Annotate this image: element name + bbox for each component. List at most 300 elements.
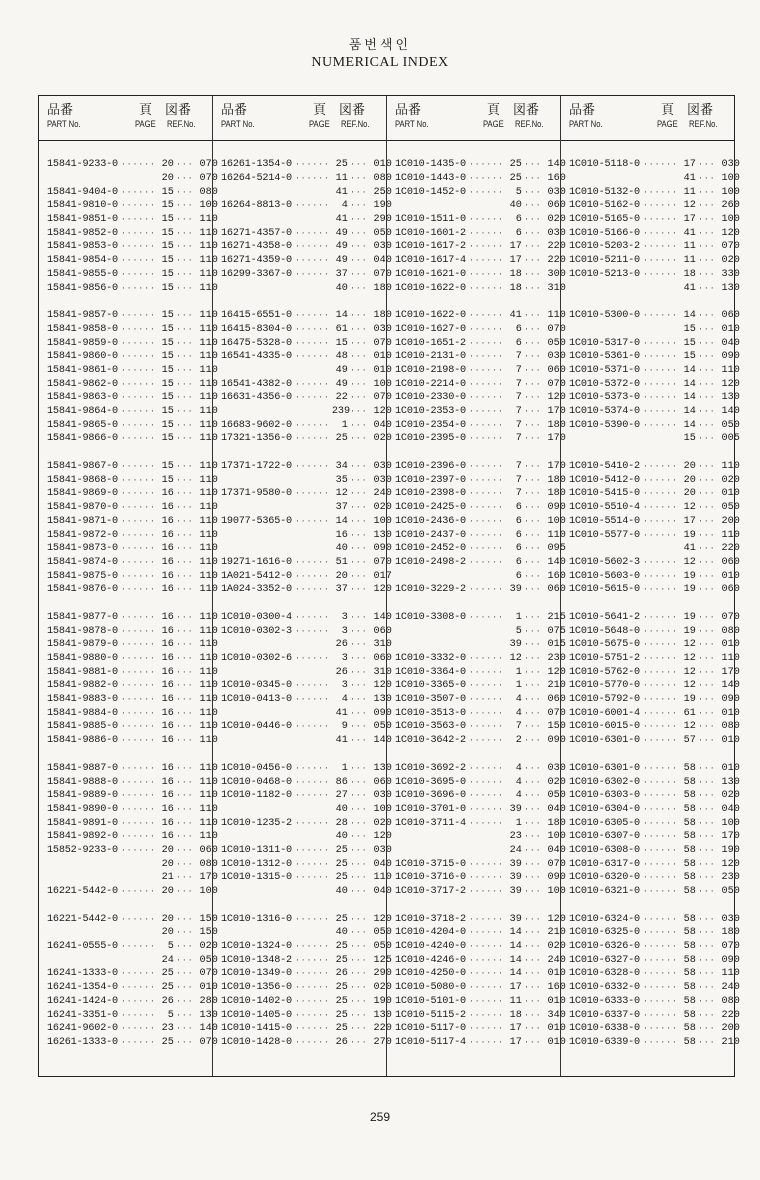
leader-dots: ······ — [469, 1024, 504, 1034]
ref-number: 215 — [547, 611, 566, 623]
ref-number: 040 — [373, 419, 392, 431]
entry-group — [561, 158, 740, 295]
leader-dots: ··· — [350, 338, 368, 348]
page-ref: 49 — [335, 255, 348, 267]
ref-number: 010 — [373, 364, 392, 376]
leader-dots: ······ — [295, 612, 330, 622]
part-number: 16241-1333-0 — [47, 968, 118, 980]
leader-dots: ······ — [469, 667, 504, 677]
index-entry — [213, 473, 392, 487]
ref-number: 060 — [373, 776, 392, 788]
part-number: 16264-8813-0 — [221, 200, 292, 212]
index-entry — [387, 336, 566, 350]
leader-dots: ······ — [121, 352, 156, 362]
page-ref: 1 — [515, 666, 522, 678]
ref-number: 110 — [721, 364, 740, 376]
page-ref: 39 — [509, 886, 522, 898]
leader-dots: ······ — [643, 311, 678, 321]
part-number: 1C010-6303-0 — [569, 790, 640, 802]
part-number: 1C010-6308-0 — [569, 844, 640, 856]
part-number: 1C010-2395-0 — [395, 433, 466, 445]
ref-number: 110 — [199, 653, 218, 665]
ref-number: 220 — [721, 1009, 740, 1021]
index-entry — [213, 487, 392, 501]
page-ref: 15 — [335, 337, 348, 349]
ref-number: 140 — [547, 159, 566, 171]
entry-group — [561, 912, 740, 1049]
part-number: 1C010-1511-0 — [395, 214, 466, 226]
leader-dots: ··· — [524, 215, 542, 225]
leader-dots: ··· — [698, 174, 716, 184]
index-entry — [213, 391, 392, 405]
entry-group — [387, 158, 566, 295]
page-ref: 11 — [683, 241, 696, 253]
page-ref: 7 — [515, 378, 522, 390]
leader-dots: ······ — [295, 818, 330, 828]
page-ref: 7 — [515, 433, 522, 445]
index-entry — [387, 953, 566, 967]
leader-dots: ······ — [643, 914, 678, 924]
leader-dots: ··· — [698, 571, 716, 581]
leader-dots: ··· — [698, 695, 716, 705]
page-ref: 40 — [335, 282, 348, 294]
page-ref: 15 — [683, 323, 696, 335]
leader-dots: ··· — [698, 1024, 716, 1034]
ref-number: 010 — [373, 159, 392, 171]
leader-dots: ······ — [643, 571, 678, 581]
part-number: 15841-9888-0 — [47, 776, 118, 788]
ref-number: 020 — [721, 790, 740, 802]
leader-dots: ······ — [643, 942, 678, 952]
leader-dots: ······ — [643, 996, 678, 1006]
part-number: 1C010-2198-0 — [395, 364, 466, 376]
entry-group — [39, 762, 218, 899]
index-entry — [387, 665, 566, 679]
index-entry — [39, 515, 218, 529]
leader-dots: ··· — [524, 311, 542, 321]
part-number: 1C010-5615-0 — [569, 584, 640, 596]
part-number: 1C010-3332-0 — [395, 653, 466, 665]
part-number: 1C010-5514-0 — [569, 515, 640, 527]
leader-dots: ······ — [643, 365, 678, 375]
index-entry — [39, 789, 218, 803]
page-ref: 6 — [515, 323, 522, 335]
page-ref: 20 — [683, 488, 696, 500]
leader-dots: ··· — [524, 804, 542, 814]
leader-dots: ··· — [524, 407, 542, 417]
ref-label-ko: 図番 — [165, 103, 192, 118]
leader-dots: ······ — [121, 516, 156, 526]
page-ref: 15 — [161, 227, 174, 239]
index-entry — [387, 254, 566, 268]
index-entry — [39, 665, 218, 679]
leader-dots: ······ — [469, 420, 504, 430]
index-entry — [39, 364, 218, 378]
leader-dots: ··· — [350, 407, 368, 417]
index-entry — [387, 542, 566, 556]
leader-dots: ······ — [295, 969, 330, 979]
part-number: 1C010-5751-2 — [569, 653, 640, 665]
page-ref: 49 — [335, 227, 348, 239]
leader-dots: ······ — [469, 763, 504, 773]
leader-dots: ··· — [350, 420, 368, 430]
part-number: 1C010-6339-0 — [569, 1036, 640, 1048]
page-ref: 16 — [161, 488, 174, 500]
leader-dots: ······ — [121, 681, 156, 691]
part-number: 1C010-1622-0 — [395, 282, 466, 294]
part-number: 1C010-0468-0 — [221, 776, 292, 788]
leader-dots: ··· — [350, 708, 368, 718]
leader-dots: ··· — [176, 654, 194, 664]
index-entry — [39, 967, 218, 981]
entry-group — [213, 309, 392, 446]
leader-dots: ··· — [176, 256, 194, 266]
ref-number: 170 — [547, 406, 566, 418]
index-entry — [387, 652, 566, 666]
index-entry — [213, 528, 392, 542]
entry-group — [39, 460, 218, 597]
page-ref: 25 — [335, 159, 348, 171]
index-entry — [213, 583, 392, 597]
part-number: 1C010-2131-0 — [395, 351, 466, 363]
index-entry — [213, 611, 392, 625]
leader-dots: ··· — [350, 818, 368, 828]
index-entry — [39, 268, 218, 282]
leader-dots: ······ — [121, 791, 156, 801]
ref-number: 120 — [547, 666, 566, 678]
ref-number: 110 — [199, 461, 218, 473]
ref-number: 040 — [373, 255, 392, 267]
index-entry — [387, 912, 566, 926]
leader-dots: ······ — [469, 365, 504, 375]
ref-number: 090 — [373, 543, 392, 555]
part-number: 1C010-6301-0 — [569, 762, 640, 774]
column-body — [387, 141, 566, 1063]
page-ref: 15 — [161, 351, 174, 363]
page-ref: 4 — [515, 694, 522, 706]
page-ref: 16 — [161, 817, 174, 829]
part-number: 1C010-4246-0 — [395, 954, 466, 966]
page-ref: 16 — [161, 776, 174, 788]
part-number: 1C010-3308-0 — [395, 611, 466, 623]
page-ref: 25 — [161, 1036, 174, 1048]
page-ref: 19 — [683, 611, 696, 623]
index-entry — [213, 995, 392, 1009]
leader-dots: ··· — [698, 708, 716, 718]
leader-dots: ··· — [524, 955, 542, 965]
index-entry — [39, 995, 218, 1009]
index-entry — [39, 172, 218, 186]
leader-dots: ······ — [295, 1024, 330, 1034]
leader-dots: ··· — [698, 530, 716, 540]
leader-dots: ··· — [524, 708, 542, 718]
leader-dots: ······ — [121, 160, 156, 170]
ref-number: 110 — [199, 241, 218, 253]
ref-number: 140 — [199, 1023, 218, 1035]
index-entry — [387, 364, 566, 378]
ref-number: 100 — [721, 186, 740, 198]
leader-dots: ··· — [176, 407, 194, 417]
index-entry — [39, 679, 218, 693]
ref-number: 160 — [547, 173, 566, 185]
index-entry — [561, 789, 740, 803]
index-entry — [387, 816, 566, 830]
leader-dots: ······ — [121, 695, 156, 705]
leader-dots: ······ — [469, 530, 504, 540]
part-number: 1C010-5510-4 — [569, 502, 640, 514]
index-entry — [561, 953, 740, 967]
leader-dots: ······ — [643, 695, 678, 705]
ref-number: 300 — [547, 268, 566, 280]
part-number: 1C010-1627-0 — [395, 323, 466, 335]
part-number: 1C010-5415-0 — [569, 488, 640, 500]
leader-dots: ··· — [524, 434, 542, 444]
part-number: 1C010-2425-0 — [395, 502, 466, 514]
entry-group — [561, 460, 740, 597]
ref-number: 060 — [547, 584, 566, 596]
leader-dots: ······ — [469, 379, 504, 389]
part-number: 1C010-3365-0 — [395, 680, 466, 692]
part-number: 15841-9856-0 — [47, 282, 118, 294]
leader-dots: ··· — [350, 887, 368, 897]
leader-dots: ··· — [524, 777, 542, 787]
leader-dots: ··· — [350, 503, 368, 513]
leader-dots: ··· — [176, 365, 194, 375]
leader-dots: ······ — [643, 804, 678, 814]
ref-number: 130 — [199, 1009, 218, 1021]
page-ref: 24 — [161, 954, 174, 966]
ref-number: 130 — [373, 762, 392, 774]
part-number: 1A024-3352-0 — [221, 584, 292, 596]
index-entry — [213, 871, 392, 885]
ref-number: 070 — [373, 392, 392, 404]
page-label-ko: 頁 — [487, 103, 501, 118]
leader-dots: ··· — [350, 695, 368, 705]
page-ref: 16 — [161, 570, 174, 582]
leader-dots: ······ — [121, 942, 156, 952]
leader-dots: ··· — [176, 996, 194, 1006]
leader-dots: ··· — [176, 489, 194, 499]
index-entry — [387, 418, 566, 432]
page-ref: 7 — [515, 406, 522, 418]
leader-dots: ······ — [121, 434, 156, 444]
leader-dots: ······ — [295, 626, 330, 636]
ref-number: 017 — [373, 570, 392, 582]
page-ref: 16 — [161, 529, 174, 541]
ref-number: 170 — [547, 433, 566, 445]
part-number: 15841-9858-0 — [47, 323, 118, 335]
leader-dots: ······ — [121, 544, 156, 554]
leader-dots: ··· — [176, 160, 194, 170]
part-number: 1C010-5132-0 — [569, 186, 640, 198]
leader-dots: ··· — [350, 311, 368, 321]
index-entry — [387, 940, 566, 954]
part-number: 1C010-2214-0 — [395, 378, 466, 390]
index-entry — [213, 665, 392, 679]
part-number: 1C010-6304-0 — [569, 803, 640, 815]
leader-dots: ··· — [698, 804, 716, 814]
leader-dots: ··· — [524, 612, 542, 622]
ref-number: 310 — [373, 666, 392, 678]
part-number: 1A021-5412-0 — [221, 570, 292, 582]
leader-dots: ······ — [469, 818, 504, 828]
leader-dots: ······ — [469, 654, 504, 664]
part-number: 1C010-5372-0 — [569, 378, 640, 390]
page-ref: 14 — [683, 310, 696, 322]
index-entry — [39, 213, 218, 227]
ref-number: 310 — [547, 282, 566, 294]
leader-dots: ······ — [469, 1010, 504, 1020]
page-ref: 25 — [335, 982, 348, 994]
index-entry — [561, 226, 740, 240]
page-ref: 27 — [335, 790, 348, 802]
page-ref: 26 — [161, 995, 174, 1007]
leader-dots: ······ — [295, 722, 330, 732]
leader-dots: ··· — [176, 845, 194, 855]
ref-number: 150 — [547, 721, 566, 733]
entry-group — [213, 611, 392, 748]
page-ref: 1 — [341, 419, 348, 431]
leader-dots: ··· — [524, 365, 542, 375]
ref-number: 070 — [721, 241, 740, 253]
part-number: 15841-9884-0 — [47, 707, 118, 719]
ref-number: 020 — [547, 776, 566, 788]
leader-dots: ······ — [643, 736, 678, 746]
index-entry — [561, 981, 740, 995]
leader-dots: ··· — [350, 215, 368, 225]
leader-dots: ··· — [350, 174, 368, 184]
ref-number: 110 — [199, 584, 218, 596]
page-ref: 6 — [515, 556, 522, 568]
part-number: 16241-1354-0 — [47, 982, 118, 994]
index-entry — [39, 1008, 218, 1022]
part-number: 15841-9866-0 — [47, 433, 118, 445]
leader-dots: ··· — [176, 393, 194, 403]
leader-dots: ··· — [698, 640, 716, 650]
ref-number: 220 — [721, 543, 740, 555]
ref-number: 110 — [199, 255, 218, 267]
ref-number: 010 — [721, 762, 740, 774]
leader-dots: ······ — [295, 160, 330, 170]
leader-dots: ··· — [698, 352, 716, 362]
leader-dots: ··· — [698, 256, 716, 266]
index-entry — [39, 432, 218, 446]
ref-number: 120 — [547, 913, 566, 925]
leader-dots: ······ — [469, 283, 504, 293]
ref-number: 210 — [721, 1036, 740, 1048]
page-ref: 5 — [167, 941, 174, 953]
part-number: 1C010-5412-0 — [569, 474, 640, 486]
page-ref: 11 — [683, 186, 696, 198]
ref-number: 230 — [547, 653, 566, 665]
leader-dots: ··· — [350, 1037, 368, 1047]
ref-label-en: REF.No. — [167, 119, 196, 129]
index-entry — [561, 762, 740, 776]
index-entry — [561, 281, 740, 295]
page-ref: 4 — [341, 694, 348, 706]
page-ref: 20 — [161, 913, 174, 925]
index-entry — [39, 473, 218, 487]
leader-dots: ··· — [524, 873, 542, 883]
entry-group — [213, 158, 392, 295]
index-entry — [387, 501, 566, 515]
index-entry — [561, 844, 740, 858]
index-entry — [561, 501, 740, 515]
page-ref: 39 — [509, 913, 522, 925]
index-entry — [39, 309, 218, 323]
page-ref: 14 — [683, 419, 696, 431]
leader-dots: ··· — [350, 791, 368, 801]
index-entry — [39, 1036, 218, 1050]
page-ref: 25 — [335, 941, 348, 953]
leader-dots: ······ — [469, 160, 504, 170]
ref-number: 100 — [547, 831, 566, 843]
leader-dots: ··· — [176, 763, 194, 773]
leader-dots: ··· — [698, 228, 716, 238]
page-ref: 6 — [515, 529, 522, 541]
entry-group — [561, 611, 740, 748]
page-ref: 19 — [683, 570, 696, 582]
ref-label-ko: 図番 — [513, 103, 540, 118]
page-ref: 26 — [335, 639, 348, 651]
leader-dots: ··· — [524, 681, 542, 691]
part-number: 1C010-2452-0 — [395, 543, 466, 555]
leader-dots: ··· — [350, 352, 368, 362]
page-ref: 17 — [683, 159, 696, 171]
part-number: 1C010-5371-0 — [569, 364, 640, 376]
page-ref: 12 — [683, 653, 696, 665]
part-number: 1C010-3364-0 — [395, 666, 466, 678]
leader-dots: ······ — [295, 845, 330, 855]
part-number: 1C010-6302-0 — [569, 776, 640, 788]
page-ref: 20 — [683, 461, 696, 473]
leader-dots: ······ — [643, 503, 678, 513]
page-ref: 17 — [683, 515, 696, 527]
leader-dots: ······ — [121, 365, 156, 375]
leader-dots: ······ — [643, 928, 678, 938]
leader-dots: ··· — [176, 462, 194, 472]
leader-dots: ··· — [350, 804, 368, 814]
ref-number: 070 — [373, 268, 392, 280]
ref-number: 180 — [373, 282, 392, 294]
page-ref: 58 — [683, 927, 696, 939]
leader-dots: ······ — [295, 379, 330, 389]
index-entry — [39, 350, 218, 364]
leader-dots: ··· — [350, 324, 368, 334]
leader-dots: ······ — [643, 201, 678, 211]
leader-dots: ··· — [698, 462, 716, 472]
index-entry — [39, 281, 218, 295]
part-number: 1C010-5770-0 — [569, 680, 640, 692]
page-ref: 16 — [161, 707, 174, 719]
ref-number: 100 — [721, 214, 740, 226]
leader-dots: ······ — [295, 1010, 330, 1020]
leader-dots: ······ — [469, 791, 504, 801]
ref-number: 110 — [199, 406, 218, 418]
ref-number: 020 — [721, 255, 740, 267]
part-number: 1C010-5361-0 — [569, 351, 640, 363]
ref-number: 090 — [547, 502, 566, 514]
leader-dots: ··· — [698, 215, 716, 225]
leader-dots: ··· — [524, 695, 542, 705]
ref-number: 020 — [547, 214, 566, 226]
page-ref: 58 — [683, 995, 696, 1007]
leader-dots: ··· — [176, 242, 194, 252]
leader-dots: ······ — [295, 352, 330, 362]
page-ref: 37 — [335, 584, 348, 596]
ref-number: 110 — [199, 433, 218, 445]
leader-dots: ······ — [469, 777, 504, 787]
